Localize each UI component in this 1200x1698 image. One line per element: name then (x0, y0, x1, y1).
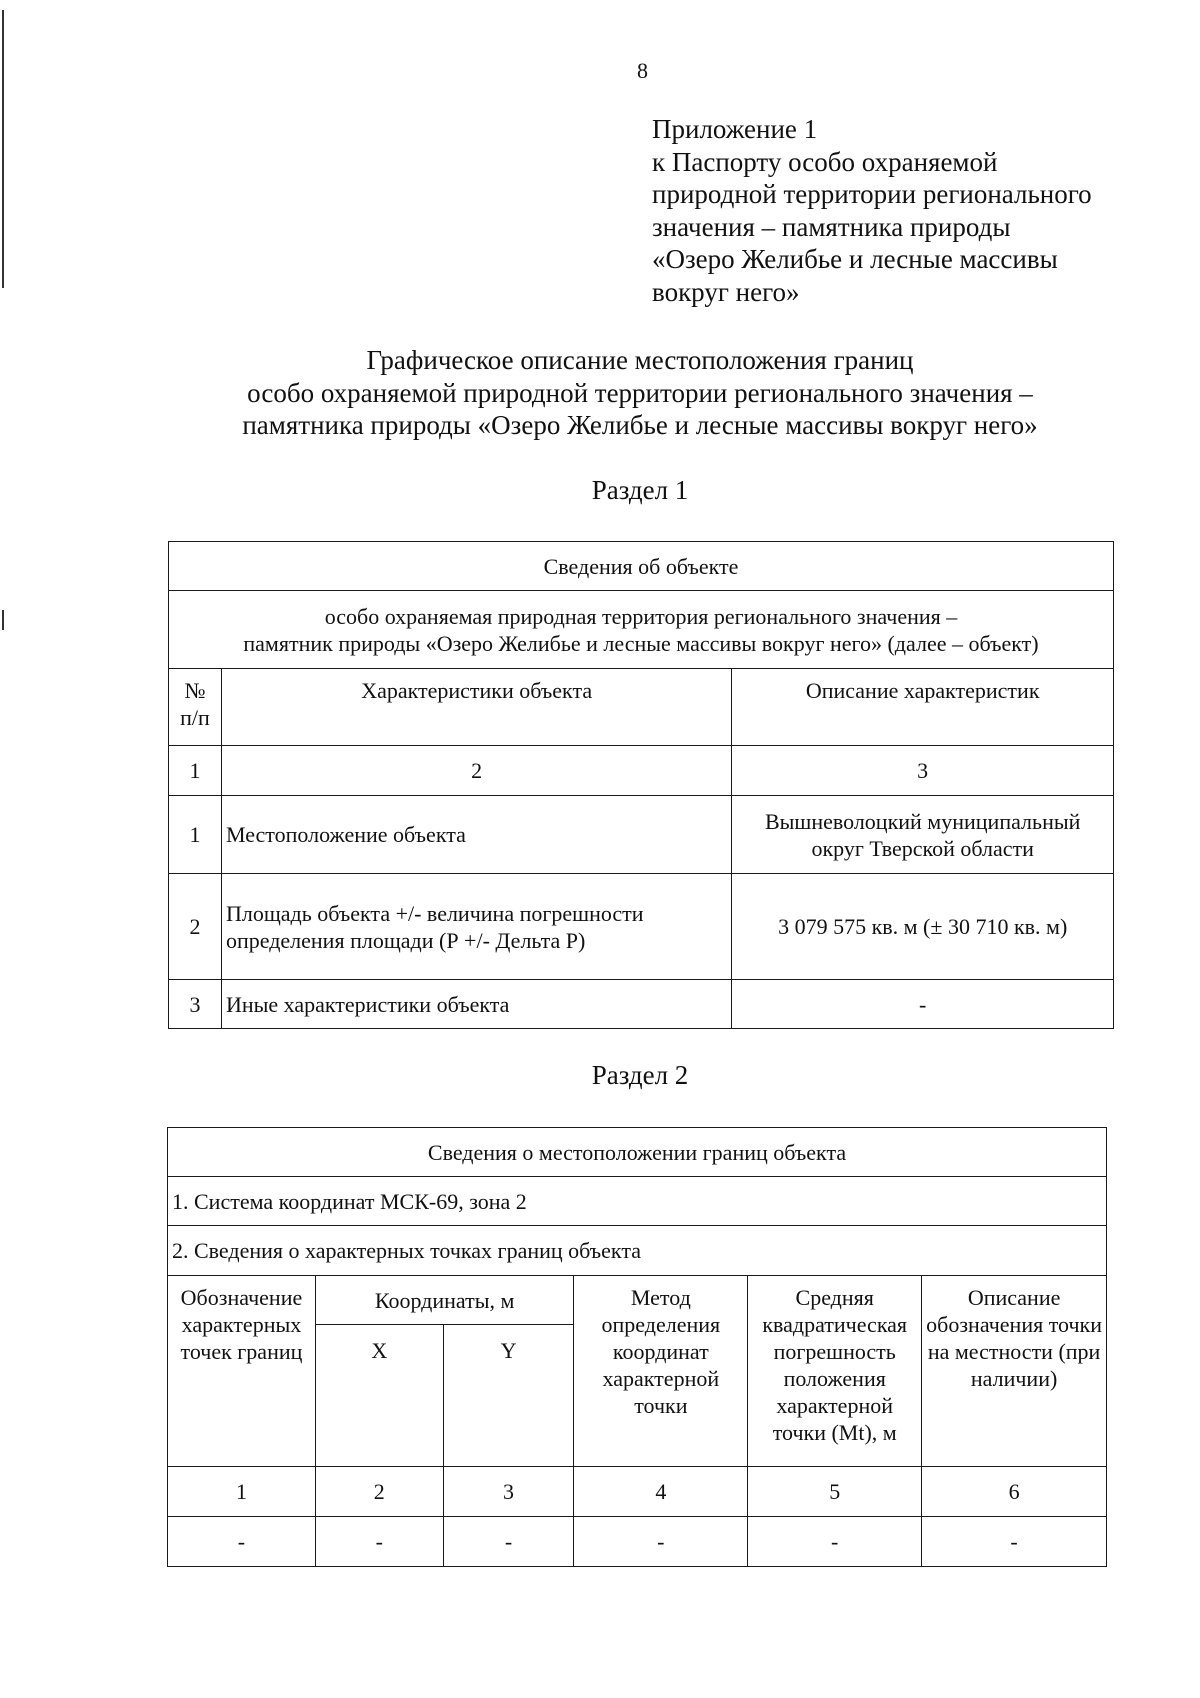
column-number: 3 (443, 1467, 574, 1517)
header-y: Y (443, 1325, 574, 1467)
column-number: 5 (748, 1467, 922, 1517)
row-characteristic: Площадь объекта +/- величина погрешности определения площади (Р +/- Дельта Р) (221, 874, 731, 980)
row-number: 2 (169, 874, 222, 980)
appendix-line: Приложение 1 (652, 114, 818, 144)
boundary-points-table (167, 1127, 1107, 1567)
row-number: 3 (169, 980, 222, 1029)
header-description: Описание характеристик (732, 669, 1114, 746)
header-characteristic: Характеристики объекта (221, 669, 731, 746)
point-cell: - (443, 1517, 574, 1567)
column-number: 2 (221, 746, 731, 796)
point-cell: - (922, 1517, 1107, 1567)
column-number: 1 (168, 1467, 316, 1517)
table-row (169, 874, 1114, 980)
column-number: 1 (169, 746, 222, 796)
coordinate-system: 1. Система координат МСК-69, зона 2 (168, 1177, 1107, 1226)
table-row (168, 1517, 1107, 1567)
scan-edge-mark-bottom (2, 610, 4, 630)
table-caption: Сведения об объекте (169, 542, 1114, 591)
row-description: 3 079 575 кв. м (± 30 710 кв. м) (732, 874, 1114, 980)
column-number: 2 (315, 1467, 443, 1517)
section-2-heading: Раздел 2 (591, 1060, 689, 1090)
object-name-line: памятник природы «Озеро Желибье и лесные массивы вокруг него» (далее – объект) (243, 630, 1039, 656)
table-row (169, 796, 1114, 874)
header-method: Метод определения координат характерной точки (574, 1276, 748, 1467)
title-line: особо охраняемой природной территории регионального значения – (247, 377, 1033, 408)
appendix-note (652, 113, 1092, 308)
scan-edge-mark-top (2, 10, 4, 288)
column-number: 6 (922, 1467, 1107, 1517)
row-characteristic: Местоположение объекта (221, 796, 731, 874)
row-characteristic: Иные характеристики объекта (221, 980, 731, 1029)
header-coordinates: Координаты, м (315, 1276, 574, 1325)
row-description: Вышневолоцкий муниципальный округ Тверской области (732, 796, 1114, 874)
header-number: № п/п (169, 669, 222, 746)
header-error: Средняя квадратическая погрешность положения характерной точки (Mt), м (748, 1276, 922, 1467)
title-line: Графическое описание местоположения границ (366, 345, 914, 375)
row-description: - (732, 980, 1114, 1029)
appendix-line: «Озеро Желибье и лесные массивы (652, 244, 1058, 274)
point-cell: - (574, 1517, 748, 1567)
point-cell: - (315, 1517, 443, 1567)
point-cell: - (748, 1517, 922, 1567)
header-x: X (315, 1325, 443, 1467)
header-designation: Обозначение характерных точек границ (168, 1276, 316, 1467)
section-1-heading: Раздел 1 (591, 475, 689, 505)
object-info-table (168, 541, 1114, 1029)
document-title (90, 344, 1190, 442)
object-name-line: особо охраняемая природная территория регионального значения – (324, 603, 958, 629)
title-line: памятника природы «Озеро Желибье и лесные массивы вокруг него» (242, 410, 1038, 440)
column-number: 4 (574, 1467, 748, 1517)
row-number: 1 (169, 796, 222, 874)
appendix-line: значения – памятника природы (652, 211, 1011, 242)
page-number: 8 (637, 58, 648, 83)
appendix-line: природной территории регионального (652, 179, 1092, 209)
appendix-line: к Паспорту особо охраняемой (652, 146, 998, 177)
table-row (169, 980, 1114, 1029)
header-point-description: Описание обозначения точки на местности (при наличии) (922, 1276, 1107, 1467)
point-cell: - (168, 1517, 316, 1567)
object-name-cell (169, 591, 1114, 669)
column-number: 3 (732, 746, 1114, 796)
table-caption: Сведения о местоположении границ объекта (168, 1128, 1107, 1177)
appendix-line: вокруг него» (652, 276, 800, 307)
points-title: 2. Сведения о характерных точках границ объекта (168, 1226, 1107, 1276)
